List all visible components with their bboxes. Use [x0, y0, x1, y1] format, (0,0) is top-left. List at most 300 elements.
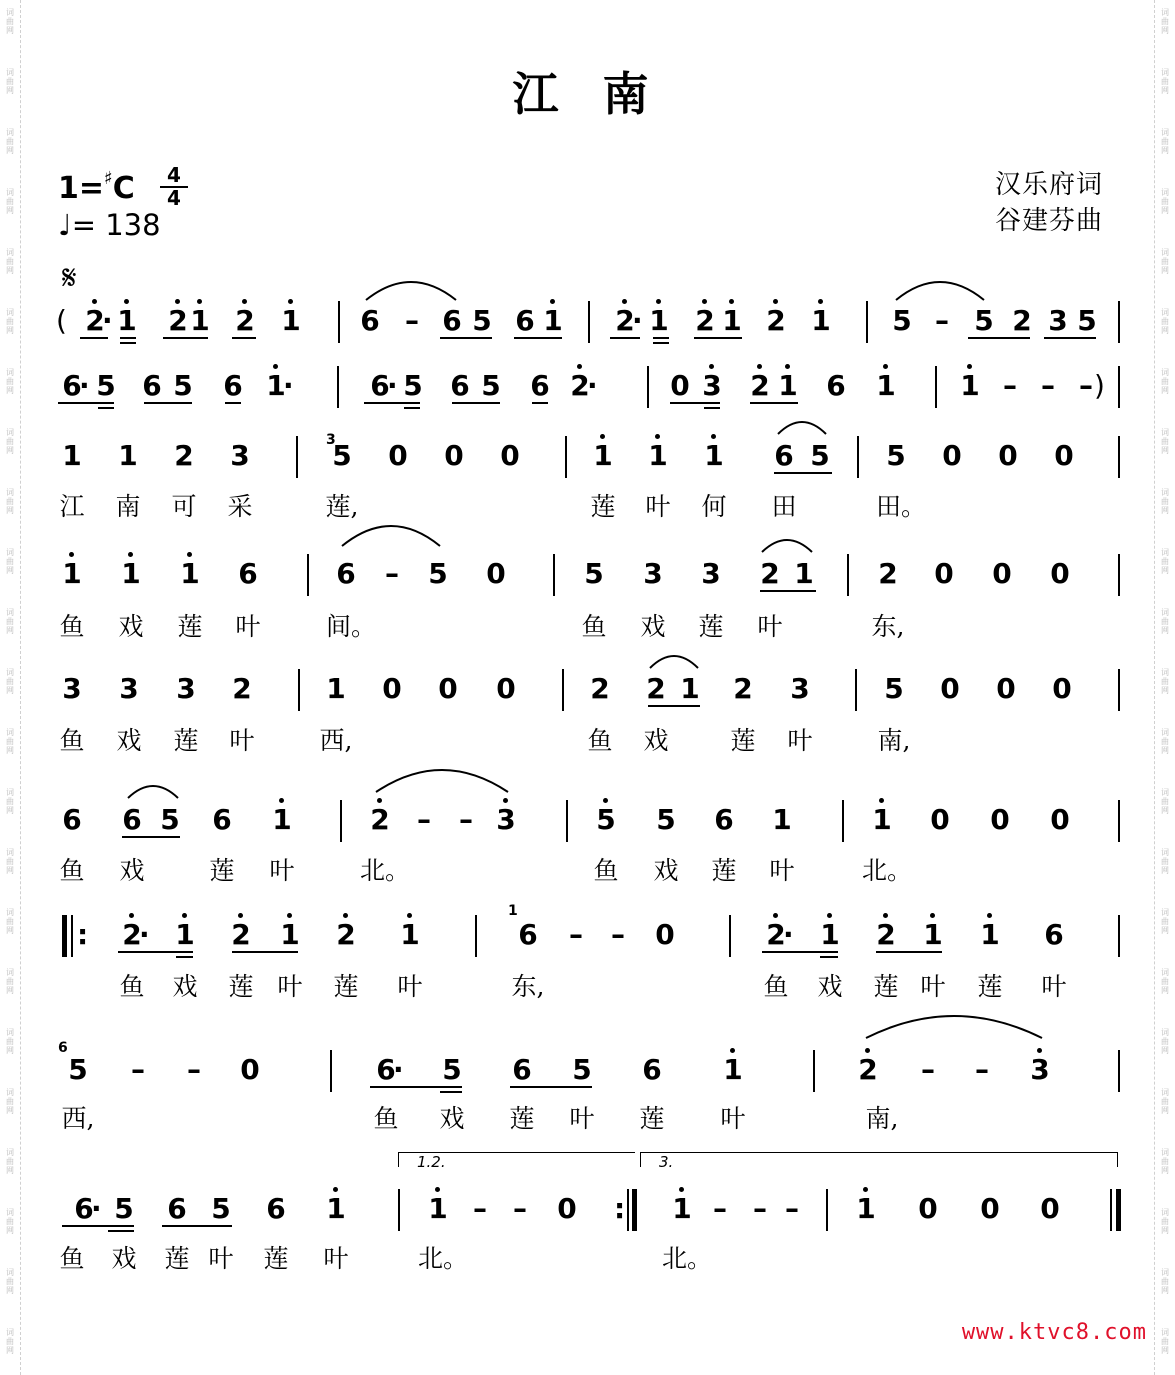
lyric-syllable: 北。	[360, 856, 411, 885]
lyric-syllable: 南	[115, 492, 141, 521]
lyric-syllable: 鱼	[119, 972, 145, 1001]
slur	[650, 656, 698, 668]
side-watermark-text: 词 曲 网	[6, 188, 14, 215]
note: 0	[438, 672, 458, 705]
lyric-syllable: 戏	[172, 972, 198, 1001]
time-sig-top: 4	[167, 163, 181, 187]
side-watermark-text: 词 曲 网	[6, 1028, 14, 1055]
lyric-syllable: 叶	[920, 972, 946, 1001]
lyric-syllable: 叶	[277, 972, 303, 1001]
lyric-syllable: 莲	[228, 972, 254, 1001]
note: 5	[96, 369, 116, 402]
underline-beam	[370, 1086, 462, 1088]
note: 0	[496, 672, 516, 705]
note: 6 ·	[62, 369, 90, 402]
repeat-start-thin	[71, 915, 73, 957]
note: –	[187, 1053, 201, 1086]
note: 2	[646, 672, 666, 705]
lyric-syllable: 叶	[229, 726, 255, 755]
note: 3	[701, 557, 721, 590]
note: 2	[163, 305, 193, 337]
side-watermark-text: 词 曲 网	[1161, 488, 1169, 515]
underline-beam-double	[820, 956, 838, 958]
slur	[376, 770, 508, 792]
side-watermark-text: 词 曲 网	[6, 1208, 14, 1235]
note: 2	[745, 370, 775, 402]
lyric-syllable: 东,	[871, 612, 905, 641]
note: 5	[114, 1192, 134, 1225]
lyric-syllable: 东,	[511, 972, 545, 1001]
note: 0	[655, 918, 675, 951]
final-thick	[1116, 1189, 1121, 1231]
note: 2	[230, 305, 260, 337]
note: 6	[142, 369, 162, 402]
lyric-syllable: 戏	[119, 856, 145, 885]
note: 3	[790, 672, 810, 705]
lyric-syllable: 鱼	[59, 856, 85, 885]
slur	[896, 282, 984, 300]
time-sig-bottom: 4	[167, 186, 181, 210]
side-watermark-text: 词 曲 网	[1161, 1268, 1169, 1295]
lyric-syllable: 戏	[653, 856, 679, 885]
note: 5	[173, 369, 193, 402]
lyric-syllable: 鱼	[581, 612, 607, 641]
note: –	[1079, 369, 1093, 402]
note: 6	[212, 803, 232, 836]
side-watermark-text: 词 曲 网	[6, 68, 14, 95]
barline	[338, 301, 340, 343]
note: 5	[810, 439, 830, 472]
underline-beam	[532, 402, 548, 404]
barline	[1118, 800, 1120, 842]
note: 6 ·	[74, 1192, 102, 1225]
note: 2	[590, 672, 610, 705]
lyric-syllable: 叶	[645, 492, 671, 521]
barline	[855, 669, 857, 711]
note: 0	[934, 557, 954, 590]
lyric-syllable: 戏	[118, 612, 144, 641]
note: 1	[118, 439, 138, 472]
side-watermark-text: 词 曲 网	[1161, 728, 1169, 755]
note: 6 ·	[370, 369, 398, 402]
lyric-syllable: 叶	[569, 1104, 595, 1133]
note: 3	[1048, 304, 1068, 337]
note: –	[753, 1192, 767, 1225]
note: 0	[500, 439, 520, 472]
note: 0	[1054, 439, 1074, 472]
open-paren: (	[56, 304, 67, 337]
note: 1	[57, 558, 87, 590]
slur	[342, 526, 440, 546]
note: 5	[403, 369, 423, 402]
tempo-marking	[58, 208, 161, 242]
lyric-syllable: 叶	[787, 726, 813, 755]
lyric-syllable: 江	[59, 492, 85, 521]
underline-beam	[968, 337, 1030, 339]
note: 6	[774, 439, 794, 472]
barline	[307, 554, 309, 596]
lyric-syllable: 莲	[873, 972, 899, 1001]
note: 3	[62, 672, 82, 705]
key-signature	[58, 168, 135, 206]
note: 0	[444, 439, 464, 472]
note: 5	[160, 803, 180, 836]
lyric-syllable: 莲	[977, 972, 1003, 1001]
volta-first-ending	[398, 1152, 635, 1171]
tempo-value: = 138	[71, 208, 161, 242]
composer-credit: 谷建芬曲	[995, 206, 1104, 236]
lyric-syllable: 北。	[418, 1244, 469, 1273]
side-watermark-text: 词 曲 网	[6, 428, 14, 455]
underline-beam	[58, 402, 114, 404]
quarter-note-icon: ♩	[58, 208, 72, 242]
barline	[1118, 436, 1120, 478]
note: 0	[980, 1192, 1000, 1225]
lyric-syllable: 西,	[319, 726, 353, 755]
side-watermark-text: 词 曲 网	[6, 128, 14, 155]
underline-beam-double	[404, 407, 420, 409]
underline-beam	[452, 402, 500, 404]
side-watermark-text: 词 曲 网	[6, 1268, 14, 1295]
note: –	[459, 803, 473, 836]
note: 1	[326, 672, 346, 705]
note: 6	[336, 557, 356, 590]
note: 0	[998, 439, 1018, 472]
side-watermark-text: 词 曲 网	[6, 968, 14, 995]
side-watermark-text: 词 曲 网	[6, 8, 14, 35]
barline	[1118, 554, 1120, 596]
underline-beam	[80, 337, 108, 339]
note: 1	[815, 919, 845, 951]
side-watermark-text: 词 曲 网	[6, 728, 14, 755]
note: 6	[223, 369, 243, 402]
underline-beam	[1044, 337, 1096, 339]
note: 2	[331, 919, 361, 951]
underline-beam	[162, 1225, 232, 1227]
barline	[1118, 366, 1120, 408]
note: 3	[697, 370, 727, 402]
lyric-syllable: 鱼	[59, 1244, 85, 1273]
note: 1	[275, 919, 305, 951]
barline	[866, 301, 868, 343]
lyric-syllable: 莲	[173, 726, 199, 755]
note: 0	[996, 672, 1016, 705]
lyric-syllable: 鱼	[587, 726, 613, 755]
side-watermark-text: 词 曲 网	[1161, 1148, 1169, 1175]
lyric-syllable: 莲	[209, 856, 235, 885]
barline	[935, 366, 937, 408]
volta-1-label: 1.2.	[417, 1153, 446, 1171]
lyric-syllable: 采	[227, 492, 253, 521]
barline	[1118, 669, 1120, 711]
volta-2-label: 3.	[659, 1153, 674, 1171]
note: 6	[515, 304, 535, 337]
note: –	[473, 1192, 487, 1225]
note: 6	[450, 369, 470, 402]
underline-beam	[364, 402, 420, 404]
note: 5	[442, 1053, 462, 1086]
note: 2 ·	[761, 919, 791, 951]
note: 1	[538, 305, 568, 337]
barline	[296, 436, 298, 478]
lyric-syllable: 间。	[326, 612, 377, 641]
note: 5	[572, 1053, 592, 1086]
note: 0	[992, 557, 1012, 590]
note: 5	[892, 304, 912, 337]
note: 1	[667, 1193, 697, 1225]
final-thin	[1110, 1189, 1112, 1231]
note: 0	[1050, 803, 1070, 836]
side-watermark-text: 词 曲 网	[6, 488, 14, 515]
lyricist-credit: 汉乐府词	[995, 170, 1104, 200]
note: 0	[486, 557, 506, 590]
note: 5	[886, 439, 906, 472]
note: 6	[714, 803, 734, 836]
note: –	[713, 1192, 727, 1225]
note: 1	[851, 1193, 881, 1225]
note: 0	[670, 369, 690, 402]
side-watermark-text: 词 曲 网	[6, 788, 14, 815]
lyric-syllable: 鱼	[373, 1104, 399, 1133]
note: 0	[557, 1192, 577, 1225]
note: 1	[773, 370, 803, 402]
note: 2	[878, 557, 898, 590]
note: 2 ·	[610, 305, 640, 337]
barline	[553, 554, 555, 596]
note: 1	[918, 919, 948, 951]
note: 1	[588, 440, 618, 472]
note: 1 ·	[261, 370, 291, 402]
underline-beam	[760, 590, 816, 592]
note: 0	[388, 439, 408, 472]
note: 6	[360, 304, 380, 337]
underline-beam	[670, 402, 720, 404]
underline-beam-double	[704, 407, 720, 409]
barline	[565, 436, 567, 478]
underline-beam	[514, 337, 562, 339]
repeat-start-bar	[62, 915, 67, 957]
underline-beam	[118, 951, 193, 953]
note: 5	[68, 1053, 88, 1086]
note: –	[417, 803, 431, 836]
website-watermark: www.ktvc8.com	[961, 1320, 1147, 1345]
underline-beam	[440, 337, 492, 339]
side-watermark-text: 词 曲 网	[1161, 908, 1169, 935]
note: 2	[232, 672, 252, 705]
slur	[128, 786, 178, 798]
lyric-syllable: 戏	[111, 1244, 137, 1273]
barline	[298, 669, 300, 711]
note: –	[569, 918, 583, 951]
slur	[866, 1016, 1042, 1038]
note: 3	[176, 672, 196, 705]
lyric-syllable: 可	[171, 492, 197, 521]
note: 5	[211, 1192, 231, 1225]
note: 6	[238, 557, 258, 590]
note: 1	[175, 558, 205, 590]
side-watermark-text: 词 曲 网	[6, 848, 14, 875]
side-watermark-text: 词 曲 网	[1161, 428, 1169, 455]
note: 6 ·	[376, 1053, 404, 1086]
note: 6	[512, 1053, 532, 1086]
lyric-syllable: 莲	[590, 492, 616, 521]
grace-note: 1	[508, 903, 518, 919]
lyric-syllable: 南,	[877, 726, 911, 755]
underline-beam	[163, 337, 208, 339]
note: 2 ·	[565, 370, 595, 402]
lyric-syllable: 叶	[208, 1244, 234, 1273]
barline	[330, 1050, 332, 1092]
note: 6	[266, 1192, 286, 1225]
note: 5	[884, 672, 904, 705]
barline	[337, 366, 339, 408]
side-watermark-text: 词 曲 网	[1161, 1208, 1169, 1235]
lyric-syllable: 戏	[817, 972, 843, 1001]
side-watermark-text: 词 曲 网	[1161, 188, 1169, 215]
note: –	[1041, 369, 1055, 402]
lyric-syllable: 北。	[662, 1244, 713, 1273]
underline-beam	[750, 402, 798, 404]
grace-note: 3	[326, 432, 336, 448]
note: 2	[761, 305, 791, 337]
note: 6	[62, 803, 82, 836]
side-watermark-text: 词 曲 网	[1161, 1028, 1169, 1055]
note: 1	[717, 305, 747, 337]
side-watermark-text: 词 曲 网	[6, 668, 14, 695]
barline	[857, 436, 859, 478]
side-watermark-text: 词 曲 网	[6, 1148, 14, 1175]
lyric-syllable: 何	[701, 492, 727, 521]
lyric-syllable: 叶	[757, 612, 783, 641]
lyric-syllable: 鱼	[593, 856, 619, 885]
note: –	[405, 304, 419, 337]
underline-beam-double	[98, 407, 114, 409]
note: –	[785, 1192, 799, 1225]
lyric-syllable: 莲	[639, 1104, 665, 1133]
note: 6	[518, 918, 538, 951]
note: 1	[170, 919, 200, 951]
barline	[562, 669, 564, 711]
note: 5	[591, 804, 621, 836]
repeat-end-dots: :	[614, 1192, 626, 1225]
underline-beam	[120, 337, 136, 339]
note: 6	[826, 369, 846, 402]
volta-second-ending	[640, 1152, 1118, 1171]
side-watermark-text: 词 曲 网	[6, 1328, 14, 1355]
note: 6	[122, 803, 142, 836]
underline-beam	[62, 1225, 134, 1227]
note: –	[611, 918, 625, 951]
note: 5	[584, 557, 604, 590]
note: –	[131, 1053, 145, 1086]
barline	[398, 1189, 400, 1231]
note: –	[975, 1053, 989, 1086]
underline-beam	[774, 472, 832, 474]
time-signature	[160, 163, 188, 210]
segno-icon: 𝄋	[62, 258, 77, 298]
note: 5	[1077, 304, 1097, 337]
note: 1	[185, 305, 215, 337]
lyric-syllable: 叶	[269, 856, 295, 885]
note: 0	[1052, 672, 1072, 705]
note: 1	[794, 557, 814, 590]
side-watermark-text: 词 曲 网	[1161, 68, 1169, 95]
note: 1	[62, 439, 82, 472]
note: 2 ·	[80, 305, 110, 337]
note: 1	[423, 1193, 453, 1225]
lyric-syllable: 鱼	[59, 612, 85, 641]
note: 2	[1012, 304, 1032, 337]
underline-beam	[144, 402, 192, 404]
repeat-end-thin	[627, 1189, 629, 1231]
barline	[1118, 1050, 1120, 1092]
note: 1	[116, 558, 146, 590]
side-watermark-text: 词 曲 网	[1161, 608, 1169, 635]
close-paren: )	[1094, 369, 1105, 402]
barline	[847, 554, 849, 596]
side-watermark-text: 词 曲 网	[6, 608, 14, 635]
underline-beam-double	[176, 956, 193, 958]
note: 0	[1040, 1192, 1060, 1225]
note: 0	[1050, 557, 1070, 590]
underline-beam	[694, 337, 742, 339]
note: 0	[942, 439, 962, 472]
underline-beam	[510, 1086, 592, 1088]
song-title: 江 南	[512, 67, 663, 121]
note: 2	[733, 672, 753, 705]
barline	[1118, 915, 1120, 957]
side-watermark-text: 词 曲 网	[1161, 368, 1169, 395]
sharp-symbol: ♯	[104, 168, 113, 189]
barline	[1118, 301, 1120, 343]
side-watermark-text: 词 曲 网	[1161, 308, 1169, 335]
note: –	[513, 1192, 527, 1225]
lyric-syllable: 田。	[876, 492, 927, 521]
note: 0	[940, 672, 960, 705]
barline	[647, 366, 649, 408]
side-watermark-text: 词 曲 网	[1161, 788, 1169, 815]
note: 0	[382, 672, 402, 705]
lyric-syllable: 鱼	[763, 972, 789, 1001]
side-watermark-text: 词 曲 网	[1161, 248, 1169, 275]
underline-beam	[122, 836, 180, 838]
barline	[475, 915, 477, 957]
note: 3	[230, 439, 250, 472]
note: 1	[806, 305, 836, 337]
note: 1	[644, 305, 674, 337]
underline-beam-double	[653, 342, 669, 344]
note: 1	[699, 440, 729, 472]
note: 6	[1044, 918, 1064, 951]
note: 3	[119, 672, 139, 705]
lyric-syllable: 莲	[333, 972, 359, 1001]
lyric-syllable: 戏	[640, 612, 666, 641]
side-watermark-text: 词 曲 网	[1161, 668, 1169, 695]
note: 6	[530, 369, 550, 402]
note: –	[921, 1053, 935, 1086]
lyric-syllable: 莲	[263, 1244, 289, 1273]
note: 5	[974, 304, 994, 337]
note: 2	[853, 1054, 883, 1086]
grace-note: 6	[58, 1040, 68, 1056]
lyric-syllable: 莲	[730, 726, 756, 755]
underline-beam-double	[120, 342, 136, 344]
lyric-syllable: 叶	[1041, 972, 1067, 1001]
lyric-syllable: 叶	[769, 856, 795, 885]
barline	[566, 800, 568, 842]
repeat-end-bar	[632, 1189, 637, 1231]
barline	[340, 800, 342, 842]
